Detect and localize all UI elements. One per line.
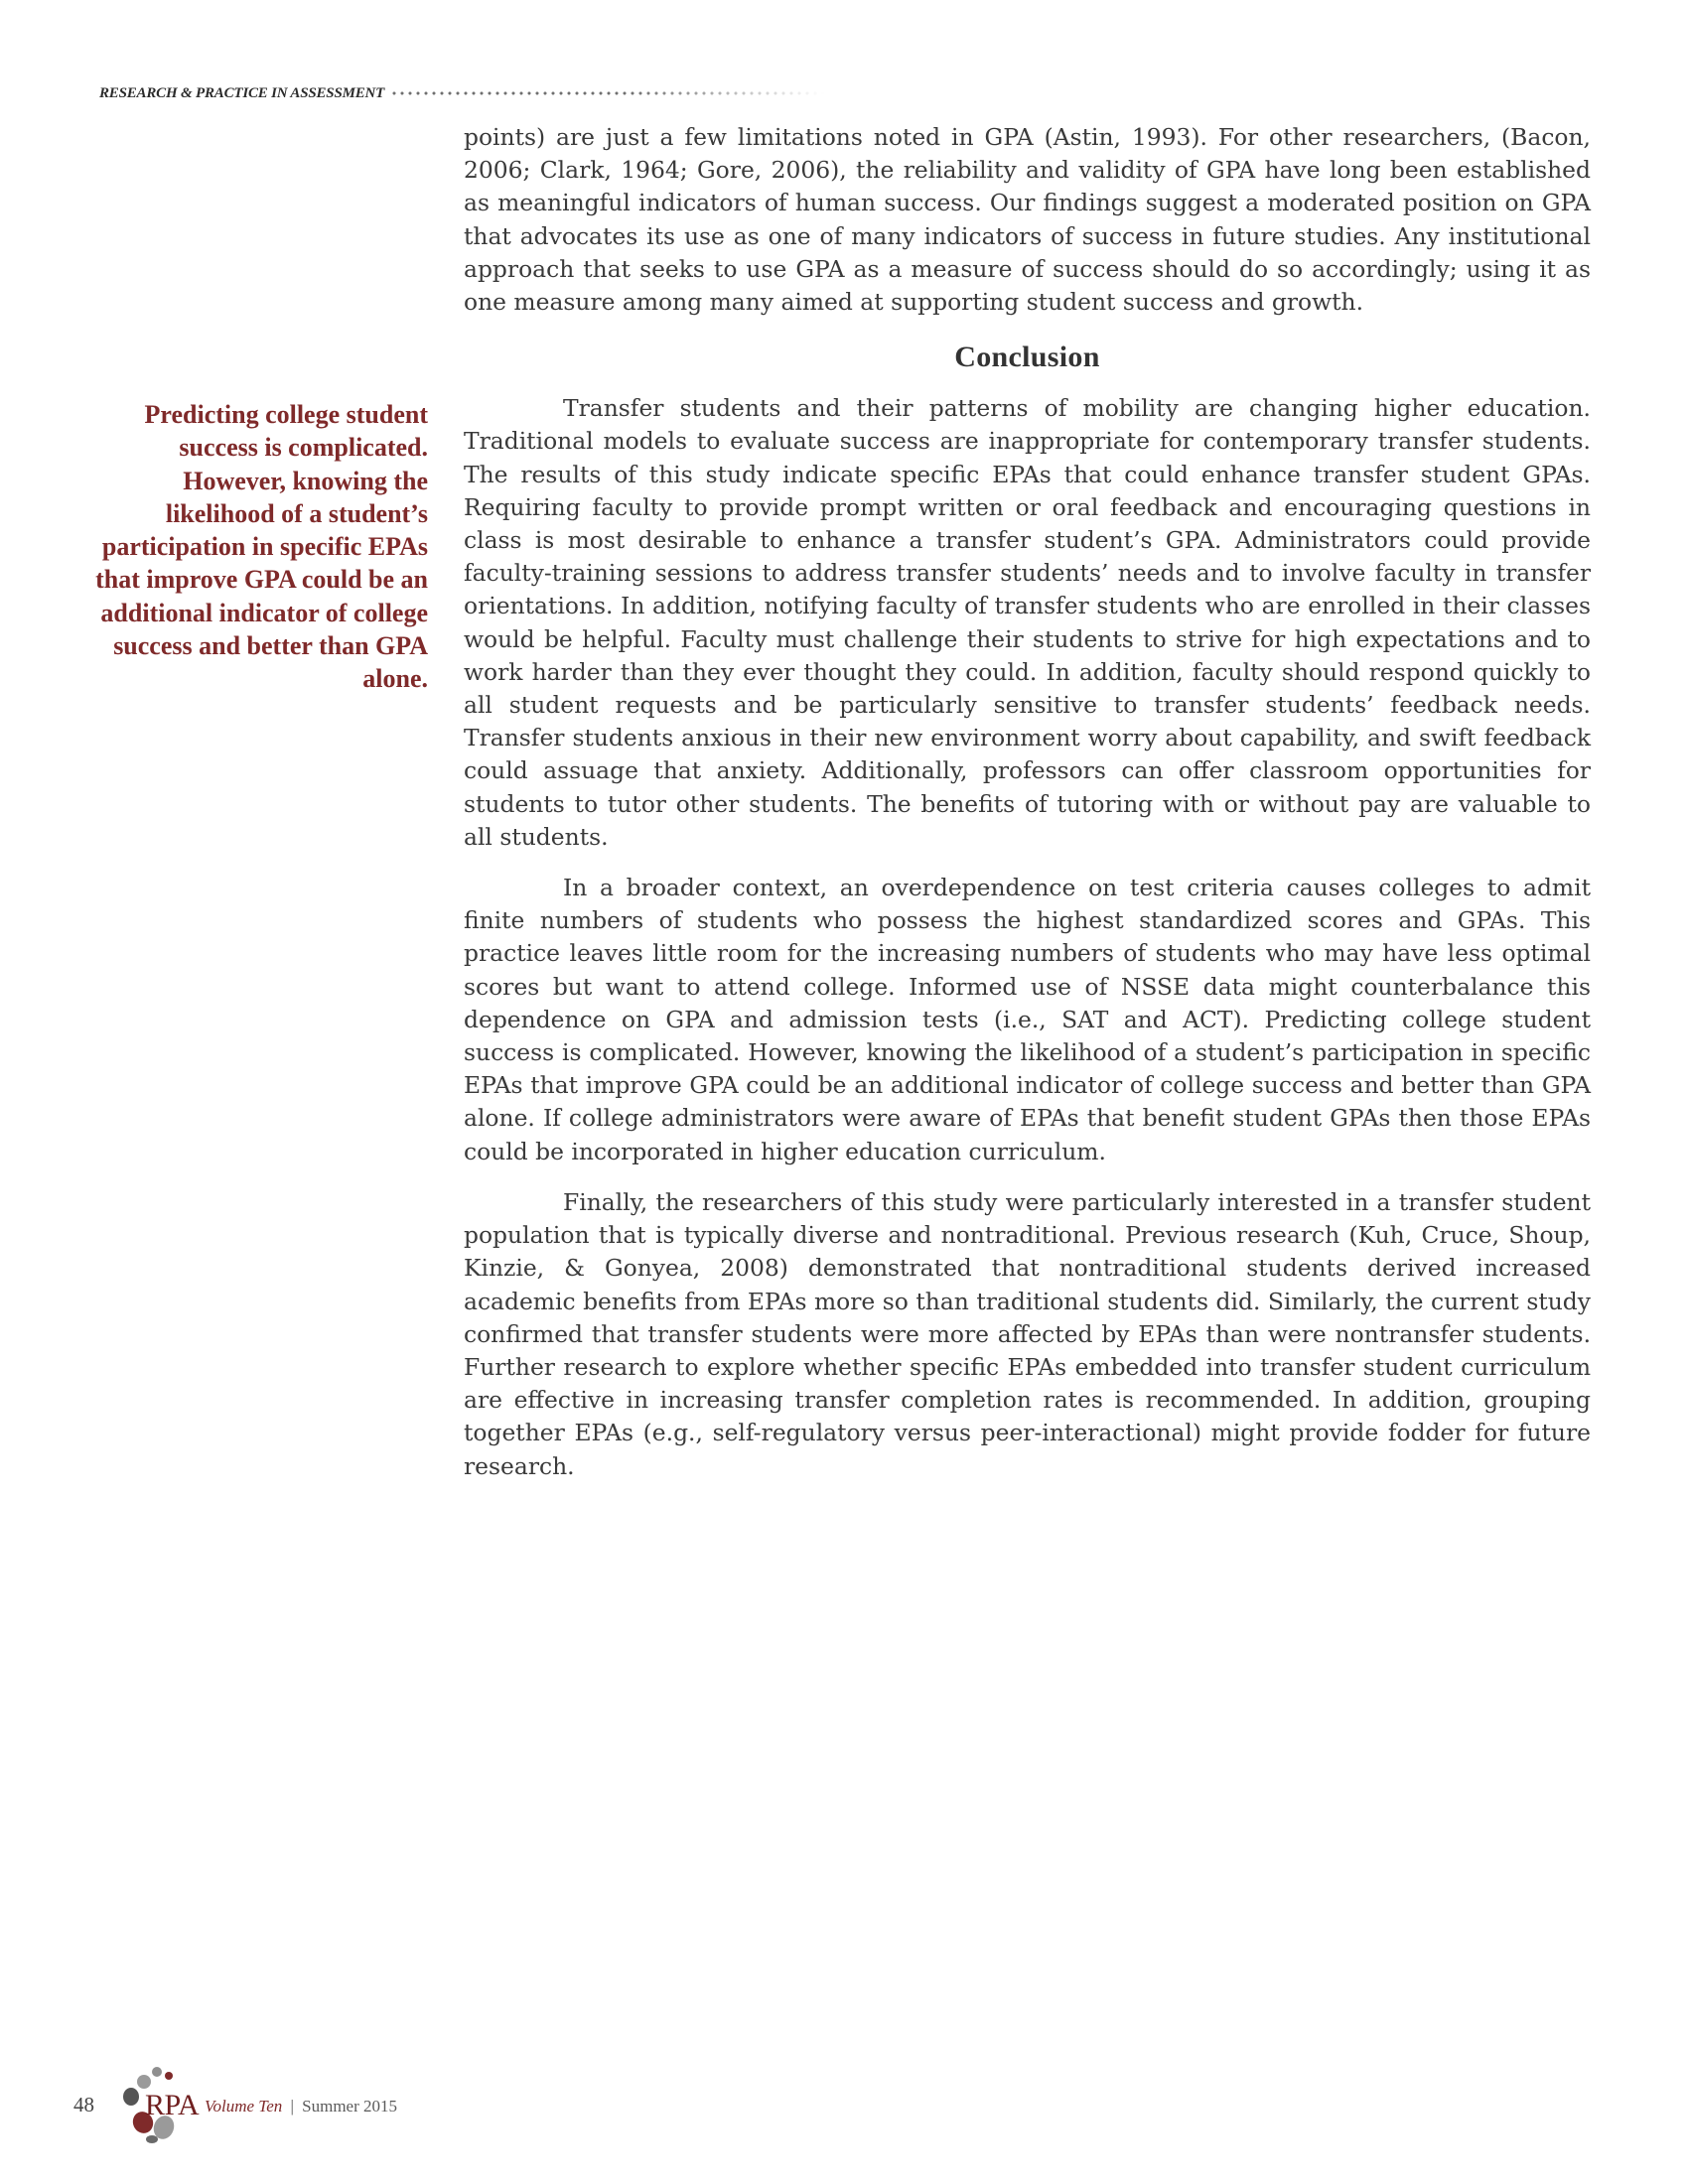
body-paragraph: Finally, the researchers of this study were particularly interested in a transfer student population that is typically diverse and nontraditional. Previous research (Kuh, Cruce, Shoup, Kinzie, & Gonyea, 2008) demonstrated that nontraditional students derived increased academic benefits from EPAs more so than traditional students did. Similarly, the current study confirmed that transfer students were more affected by EPAs than were nontransfer students. Further research to explore whether specific EPAs embedded into transfer student curriculum are effective in increasing transfer completion rates is recommended. In addition, grouping together EPAs (e.g., self-regulatory versus peer-interactional) might provide fodder for future research.	[464, 1187, 1591, 1480]
page-number: 48	[73, 2093, 94, 2116]
running-header	[99, 81, 824, 105]
body-paragraph: Transfer students and their patterns of mobility are changing higher education. Traditional models to evaluate success are inappropriate for contemporary transfer students. The results of this study indicate specific EPAs that could enhance transfer student GPAs. Requiring faculty to provide prompt written or oral feedback and encouraging questions in class is most desirable to enhance a transfer student’s GPA. Administrators could provide faculty-training sessions to address transfer students’ needs and to involve faculty in transfer orientations. In addition, notifying faculty of transfer students who are enrolled in their classes would be helpful. Faculty must challenge their students to strive for high expectations and to work harder than they ever thought they could. In addition, faculty should respond quickly to all student requests and be particularly sensitive to transfer students’ feedback needs. Transfer students anxious in their new environment worry about capability, and swift feedback could assuage that anxiety. Additionally, professors can offer classroom opportunities for students to tutor other students. The benefits of tutoring with or without pay are valuable to all students.	[464, 394, 1591, 851]
logo-wordmark: RPA	[145, 2089, 200, 2121]
main-column	[464, 121, 1591, 1501]
footer-separator: |	[290, 2097, 294, 2116]
body-paragraph: In a broader context, an overdependence on test criteria causes colleges to admit finite numbers of students who possess the highest standardized scores and GPAs. This practice leaves little room for the increasing numbers of students who may have less optimal scores but want to attend college. Informed use of NSSE data might counterbalance this dependence on GPA and admission tests (i.e., SAT and ACT). Predicting college student success is complicated. However, knowing the likelihood of a student’s participation in specific EPAs that improve GPA could be an additional indicator of college success and better than GPA alone. If college administrators were aware of EPAs that benefit student GPAs then those EPAs could be incorporated in higher education curriculum.	[464, 874, 1591, 1165]
issue-info	[205, 2097, 397, 2116]
section-heading: Conclusion	[954, 341, 1100, 374]
pull-quote: Predicting college student success is complicated. However, knowing the likelihood of a student’s participation in specific EPAs that improve GPA could be an additional indicator of college success and better than GPA alone.	[95, 400, 428, 694]
volume-label: Volume Ten	[205, 2097, 283, 2116]
page-footer	[73, 2065, 471, 2144]
continuation-paragraph: points) are just a few limitations noted in GPA (Astin, 1993). For other researchers, (Bacon, 2006; Clark, 1964; Gore, 2006), the reliability and validity of GPA have long been established as meaningful indicators of human success. Our findings suggest a moderated position on GPA that advocates its use as one of many indicators of success in future studies. Any institutional approach that seeks to use GPA as a measure of success should do so accordingly; using it as one measure among many aimed at supporting student success and growth.	[464, 123, 1591, 317]
header-dotted-rule	[390, 91, 824, 95]
issue-label: Summer 2015	[302, 2097, 398, 2116]
journal-title: RESEARCH & PRACTICE IN ASSESSMENT	[99, 84, 385, 101]
